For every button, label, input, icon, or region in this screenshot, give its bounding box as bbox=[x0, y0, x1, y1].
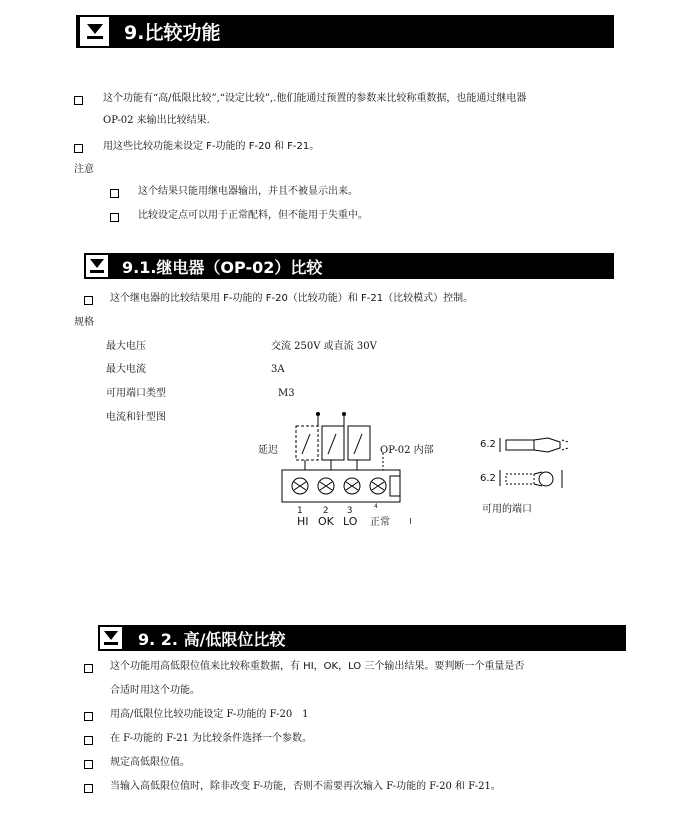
bullet-box bbox=[84, 736, 93, 745]
section-9-1-header bbox=[84, 253, 614, 279]
terminal-number: 2 bbox=[323, 506, 329, 516]
sec92-paragraph-1: 这个功能用高低限位值来比较称重数据，有 HI，OK，LO 三个输出结果。要判断一个重量是否 bbox=[110, 661, 525, 672]
note-label: 注意 bbox=[74, 164, 94, 175]
bullet-box bbox=[84, 296, 93, 305]
op02-inside-label: OP-02 内部 bbox=[380, 445, 434, 456]
bullet-box bbox=[110, 213, 119, 222]
normal-label: 正常 bbox=[370, 517, 390, 528]
spec-value: 3A bbox=[271, 364, 285, 375]
spec-value: 交流 250V 或直流 30V bbox=[271, 341, 377, 352]
bullet-box bbox=[84, 784, 93, 793]
sec92-paragraph-4: 规定高低限位值。 bbox=[110, 757, 190, 768]
usable-terminal-label: 可用的端口 bbox=[482, 504, 532, 515]
note-1: 这个结果只能用继电器输出，并且不被显示出来。 bbox=[138, 186, 358, 197]
ok-label: OK bbox=[318, 515, 334, 528]
dimension-label: 6.2 bbox=[480, 439, 496, 450]
sec9-paragraph-1: 这个功能有“高/低限比较”,“设定比较”,.他们能通过预置的参数来比较称重数据，也能通过继电器 bbox=[103, 93, 527, 104]
tick-mark bbox=[410, 518, 411, 524]
terminal-number: 1 bbox=[297, 506, 303, 516]
section-9-header bbox=[76, 15, 614, 48]
section-9-1-title: 9.1.继电器（OP-02）比较 bbox=[122, 257, 323, 277]
sec9-paragraph-1-cont: OP-02 来输出比较结果. bbox=[103, 115, 210, 126]
note-2: 比较设定点可以用于正常配料，但不能用于失重中。 bbox=[138, 210, 368, 221]
delay-label: 延迟 bbox=[258, 445, 278, 456]
section-down-arrow-icon bbox=[79, 16, 110, 47]
dimension-label: 6.2 bbox=[480, 473, 496, 484]
bullet-box bbox=[110, 189, 119, 198]
section-down-arrow-icon bbox=[86, 255, 108, 277]
spec-name: 电流和针型图 bbox=[106, 412, 166, 423]
spec-name: 最大电流 bbox=[106, 364, 146, 375]
spec-value: M3 bbox=[278, 388, 295, 399]
bullet-box bbox=[84, 712, 93, 721]
bullet-box bbox=[84, 664, 93, 673]
section-9-2-header bbox=[98, 625, 626, 651]
spec-name: 最大电压 bbox=[106, 341, 146, 352]
sec92-paragraph-2: 用高/低限位比较功能设定 F-功能的 F-20 1 bbox=[110, 709, 309, 720]
section-9-2-title: 9. 2. 高/低限位比较 bbox=[138, 629, 286, 649]
sec92-paragraph-1-cont: 合适时用这个功能。 bbox=[110, 685, 200, 696]
lo-label: LO bbox=[343, 515, 358, 528]
hi-label: HI bbox=[297, 515, 309, 528]
sec92-paragraph-5: 当输入高低限位值时，除非改变 F-功能，否则不需要再次输入 F-功能的 F-20 和 F-21。 bbox=[110, 781, 501, 792]
spec-label: 规格 bbox=[74, 317, 94, 328]
section-down-arrow-icon bbox=[100, 627, 122, 649]
bullet-box bbox=[74, 144, 83, 153]
sec91-paragraph-1: 这个继电器的比较结果用 F-功能的 F-20（比较功能）和 F-21（比较模式）控制。 bbox=[110, 293, 474, 304]
section-9-title: 9.比较功能 bbox=[124, 22, 221, 44]
terminal-number: 3 bbox=[347, 506, 353, 516]
terminal-number: 4 bbox=[374, 503, 378, 510]
bullet-box bbox=[74, 96, 83, 105]
bullet-box bbox=[84, 760, 93, 769]
sec9-paragraph-2: 用这些比较功能来设定 F-功能的 F-20 和 F-21。 bbox=[103, 141, 320, 152]
spec-name: 可用端口类型 bbox=[106, 388, 166, 399]
sec92-paragraph-3: 在 F-功能的 F-21 为比较条件选择一个参数。 bbox=[110, 733, 312, 744]
